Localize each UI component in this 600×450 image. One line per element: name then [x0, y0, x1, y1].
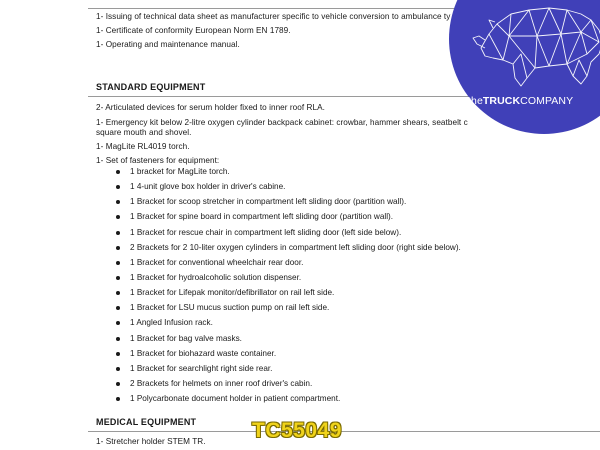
list-item: 1 Polycarbonate document holder in patient compartment. — [112, 394, 461, 409]
list-item: 1 Bracket for scoop stretcher in compartment left sliding door (partition wall). — [112, 197, 461, 212]
fastener-list — [112, 167, 461, 409]
section-title-medical: MEDICAL EQUIPMENT — [96, 417, 197, 427]
reference-code-watermark: TC55049 — [252, 419, 342, 442]
bullet-icon — [116, 352, 120, 356]
list-item: 2 Brackets for helmets on inner roof driver's cabin. — [112, 379, 461, 394]
list-item: 1 Bracket for biohazard waste container. — [112, 349, 461, 364]
standard-line-serum: 2- Articulated devices for serum holder fixed to inner roof RLA. — [96, 103, 325, 112]
list-item: 1 Bracket for conventional wheelchair rear door. — [112, 258, 461, 273]
bullet-icon — [116, 276, 120, 280]
list-item: 1 Angled Infusion rack. — [112, 318, 461, 333]
standard-line-emergency-kit: 1- Emergency kit below 2-litre oxygen cylinder backpack cabinet: crowbar, hammer shears, seatbelt c — [96, 118, 468, 127]
standard-line-torch: 1- MagLite RL4019 torch. — [96, 142, 190, 151]
list-item: 1 Bracket for hydroalcoholic solution dispenser. — [112, 273, 461, 288]
divider — [88, 431, 600, 432]
list-item: 1 Bracket for bag valve masks. — [112, 334, 461, 349]
bison-logo-icon — [449, 0, 600, 134]
list-item: 2 Brackets for 2 10-liter oxygen cylinders in compartment left sliding door (right side below). — [112, 243, 461, 258]
section-title-standard: STANDARD EQUIPMENT — [96, 82, 206, 92]
bullet-icon — [116, 397, 120, 401]
list-item: 1 Bracket for rescue chair in compartment left sliding door (left side below). — [112, 228, 461, 243]
bullet-icon — [116, 367, 120, 371]
list-item: 1 4-unit glove box holder in driver's cabine. — [112, 182, 461, 197]
list-item: 1 Bracket for searchlight right side rear. — [112, 364, 461, 379]
bullet-icon — [116, 261, 120, 265]
list-item: 1 bracket for MagLite torch. — [112, 167, 461, 182]
list-item: 1 Bracket for spine board in compartment left sliding door (partition wall). — [112, 212, 461, 227]
list-item: 1 Bracket for Lifepak monitor/defibrillator on rail left side. — [112, 288, 461, 303]
logo-text-suffix: COMPANY — [520, 95, 574, 107]
bullet-icon — [116, 215, 120, 219]
bullet-icon — [116, 170, 120, 174]
standard-line-fasteners: 1- Set of fasteners for equipment: — [96, 156, 220, 165]
intro-line-certificate: 1- Certificate of conformity European Norm EN 1789. — [96, 26, 291, 35]
bullet-icon — [116, 382, 120, 386]
company-logo-text — [468, 95, 573, 107]
bullet-icon — [116, 246, 120, 250]
medical-line-stretcher: 1- Stretcher holder STEM TR. — [96, 437, 206, 446]
logo-text-bold: TRUCK — [482, 95, 521, 107]
bullet-icon — [116, 200, 120, 204]
standard-line-emergency-kit-cont: square mouth and shovel. — [96, 128, 192, 137]
logo-text-prefix: the — [468, 95, 483, 107]
intro-line-datasheet: 1- Issuing of technical data sheet as manufacturer specific to vehicle conversion to ambulance ty — [96, 12, 451, 21]
bullet-icon — [116, 306, 120, 310]
bullet-icon — [116, 321, 120, 325]
bullet-icon — [116, 231, 120, 235]
list-item: 1 Bracket for LSU mucus suction pump on rail left side. — [112, 303, 461, 318]
bullet-icon — [116, 185, 120, 189]
bullet-icon — [116, 291, 120, 295]
intro-line-manual: 1- Operating and maintenance manual. — [96, 40, 240, 49]
bullet-icon — [116, 337, 120, 341]
